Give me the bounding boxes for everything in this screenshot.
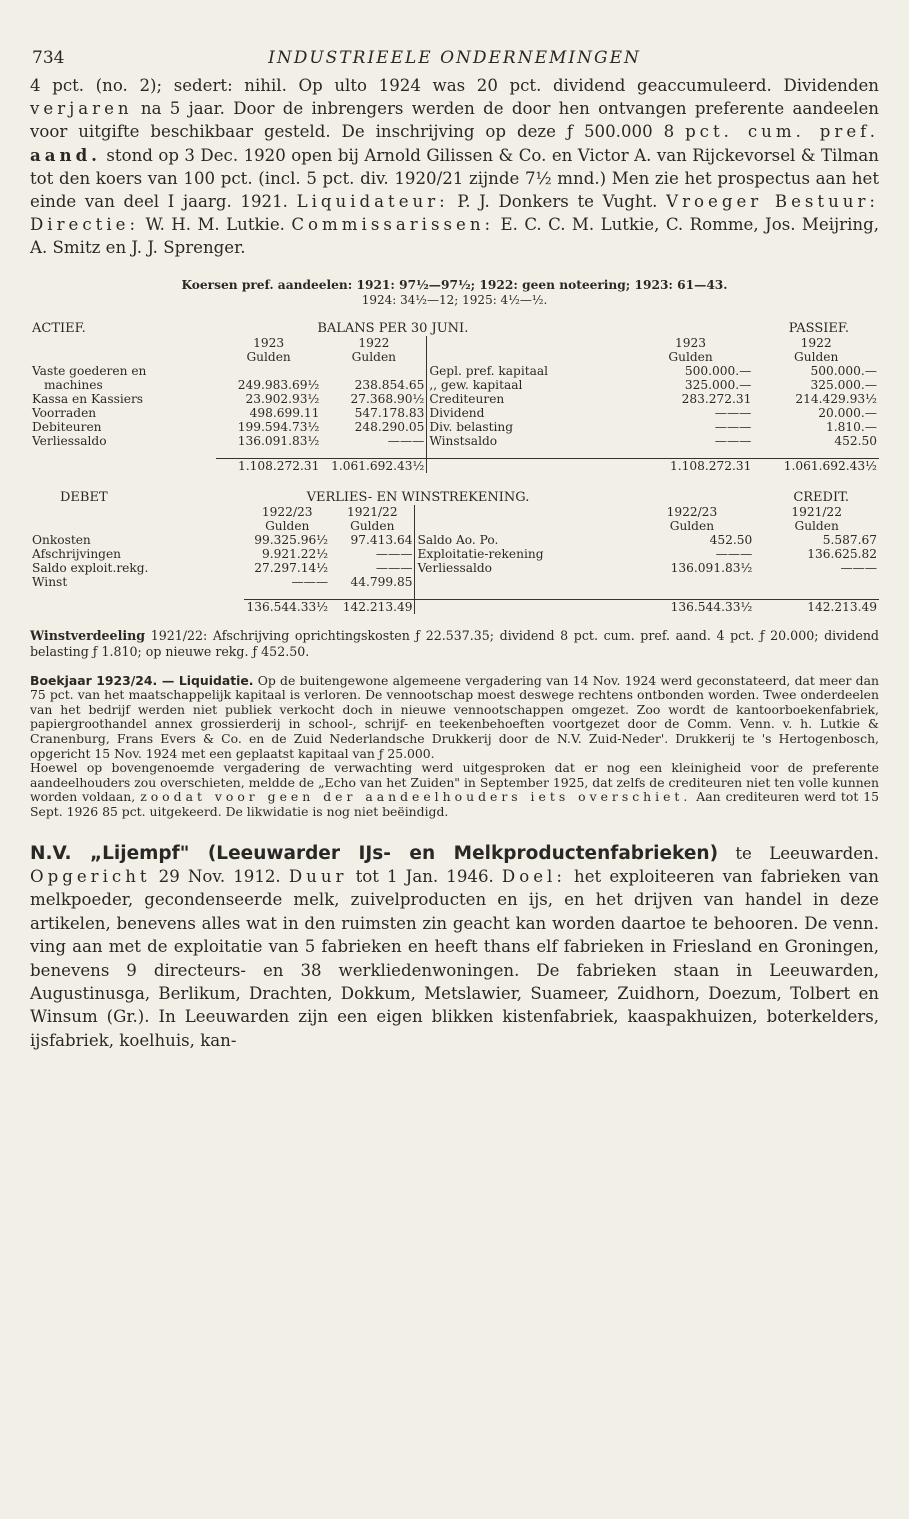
verlies-winst-table [30, 491, 879, 614]
col-year-1923-p: 1923 [675, 335, 707, 350]
credit-head: CREDIT. [793, 489, 849, 505]
col-year: 1922/23 [261, 504, 313, 519]
col-year-1922-p: 1922 [800, 335, 832, 350]
col-year-1922: 1922 [358, 335, 390, 350]
lijempf-paragraph: N.V. „Lijempf" (Leeuwarder IJs- en Melkproductenfabrieken) te Leeuwarden. Opgericht 29 Nov. 1912. Duur tot 1 Jan. 1946. Doel: het exploiteeren van fabrieken van melkpoeder, gecondenseerde melk, zuivelproducten en ijs, en het drijven van handel in deze artikelen, benevens alles wat in den ruimsten zin geacht kan worden daartoe te behooren. De venn. ving aan met de exploitatie van 5 fabrieken en heeft thans elf fabrieken in Friesland en Groningen, benevens 9 directeurs- en 38 werkliedenwoningen. De fabrieken staan in Leeuwarden, Augustinusga, Berlikum, Drachten, Dokkum, Metslawier, Suameer, Zuidhorn, Doezum, Tolbert en Winsum (Gr.). In Leeuwarden zijn een eigen blikken kistenfabriek, kaaspakhuizen, boterkelders, ijsfabriek, koelhuis, kan- [30, 842, 879, 1050]
koersen-line-2: 1924: 34½—12; 1925: 4½—½. [361, 292, 548, 307]
balans-table [30, 322, 879, 473]
col-year: 1922/23 [666, 504, 718, 519]
col-unit: Gulden [794, 349, 839, 364]
col-unit: Gulden [246, 349, 291, 364]
col-unit: Gulden [669, 518, 715, 533]
passief-head: PASSIEF. [788, 320, 849, 336]
intro-paragraph: 4 pct. (no. 2); sedert: nihil. Op ulto 1924 was 20 pct. dividend geaccumuleerd. Dividenden verjaren na 5 jaar. Door de inbrengers werden de door hen ontvangen preferente aandeelen voor uitgifte beschikbaar gesteld. De inschrijving op deze ƒ 500.000 8 pct. cum. pref. aand. stond op 3 Dec. 1920 open bij Arnold Gilissen & Co. en Victor A. van Rijckevorsel & Tilman tot den koers van 100 pct. (incl. 5 pct. div. 1920/21 zijnde 7½ mnd.) Men zie het prospectus aan het einde van deel I jaarg. 1921. Liquidateur: P. J. Donkers te Vught. Vroeger Bestuur: Directie: W. H. M. Lutkie. Commissarissen: E. C. C. M. Lutkie, C. Romme, Jos. Meijring, A. Smitz en J. J. Sprenger. [30, 76, 879, 258]
table-row: Vaste goederen en Gepl. pref. kapitaal 500.000.— 500.000.— [32, 363, 877, 378]
table-row: Afschrijvingen 9.921.22½ ——— Exploitatie-rekening ——— 136.625.82 [32, 546, 877, 561]
col-unit: Gulden [265, 518, 310, 533]
table-row: Voorraden 498.699.11 547.178.83 Dividend ——— 20.000.— [32, 405, 877, 420]
actief-head: ACTIEF. [32, 320, 86, 336]
boekjaar-paragraph-2: Hoewel op bovengenoemde vergadering de verwachting werd uitgesproken dat er nog een kleinigheid voor de preferente aandeelhouders zou overschieten, meldde de „Echo van het Zuiden" in September 1925, dat zelfs de crediteuren niet ten volle kunnen worden voldaan, zoodat voor geen der aandeelhouders iets overschiet. Aan crediteuren werd tot 15 Sept. 1926 85 pct. uitgekeerd. De likwidatie is nog niet beëindigd. [30, 760, 880, 819]
winstverdeeling-paragraph: Winstverdeeling 1921/22: Afschrijving oprichtingskosten ƒ 22.537.35; dividend 8 pct. cum. pref. aand. 4 pct. ƒ 20.000; dividend belasting ƒ 1.810; op nieuwe rekg. ƒ 452.50. [30, 627, 879, 659]
running-title: INDUSTRIEELE ONDERNEMINGEN [268, 48, 641, 68]
table-row: Kassa en Kassiers 23.902.93½ 27.368.90½ Crediteuren 283.272.31 214.429.93½ [32, 391, 877, 406]
table-row: Debiteuren 199.594.73½ 248.290.05 Div. belasting ——— 1.810.— [32, 419, 877, 434]
table-row: machines 249.983.69½ 238.854.65 ,, gew. kapitaal 325.000.— 325.000.— [44, 377, 877, 392]
col-year-1923: 1923 [253, 335, 285, 350]
col-unit: Gulden [350, 518, 395, 533]
page-header [30, 40, 879, 74]
balans-table-wrapper [30, 322, 879, 473]
verlies-head: VERLIES- EN WINSTREKENING. [306, 489, 530, 505]
verlies-table-wrapper [30, 491, 879, 614]
boekjaar-section [30, 674, 879, 820]
balans-head: BALANS PER 30 JUNI. [317, 320, 469, 336]
totals-row: 1.108.272.31 1.061.692.43½ 1.108.272.31 1.061.692.43½ [30, 458, 879, 473]
table-row: Verliessaldo 136.091.83½ ——— Winstsaldo ——— 452.50 [32, 433, 877, 448]
koersen-line-1: Koersen pref. aandeelen: 1921: 97½—97½; 1922: geen noteering; 1923: 61—43. [181, 277, 728, 292]
table-row: Onkosten 99.325.96½ 97.413.64 Saldo Ao. Po. 452.50 5.587.67 [32, 532, 877, 547]
totals-row: 136.544.33½ 142.213.49 136.544.33½ 142.213.49 [246, 599, 877, 614]
table-row: Winst ——— 44.799.85 [30, 575, 879, 589]
col-year: 1921/22 [791, 504, 842, 519]
col-unit: Gulden [351, 349, 397, 364]
company-title: N.V. „Lijempf" (Leeuwarder IJs- en Melkproductenfabrieken) [30, 842, 719, 864]
col-unit: Gulden [668, 349, 713, 364]
col-year: 1921/22 [346, 504, 398, 519]
boekjaar-paragraph-1: Boekjaar 1923/24. — Liquidatie. Op de buitengewone algemeene vergadering van 14 Nov. 1924 werd geconstateerd, dat meer dan 75 pct. van het maatschappelijk kapitaal is verloren. De vennootschap moest deswege rechtens ontbonden worden. Twee onderdeelen van het bedrijf werden niet publiek verkocht doch in nieuwe vennootschappen omgezet. Zoo wordt de kantoorboekenfabriek, papiergroothandel annex grossierderij in school-, schrijf- en teekenbehoeften voortgezet door de Comm. Venn. v. h. Lutkie & Cranenburg, Frans Evers & Co. en de Zuid Nederlandsche Drukkerij door de N.V. Zuid-Neder'. Drukkerij te 's Hertogenbosch, opgericht 15 Nov. 1924 met een geplaatst kapitaal van ƒ 25.000. [30, 672, 879, 761]
debet-head: DEBET [60, 489, 108, 505]
koersen-block [30, 278, 879, 308]
table-row: Saldo exploit.rekg. 27.297.14½ ——— Verliessaldo 136.091.83½ ——— [32, 560, 877, 575]
page-number: 734 [32, 48, 65, 68]
col-unit: Gulden [794, 518, 839, 533]
